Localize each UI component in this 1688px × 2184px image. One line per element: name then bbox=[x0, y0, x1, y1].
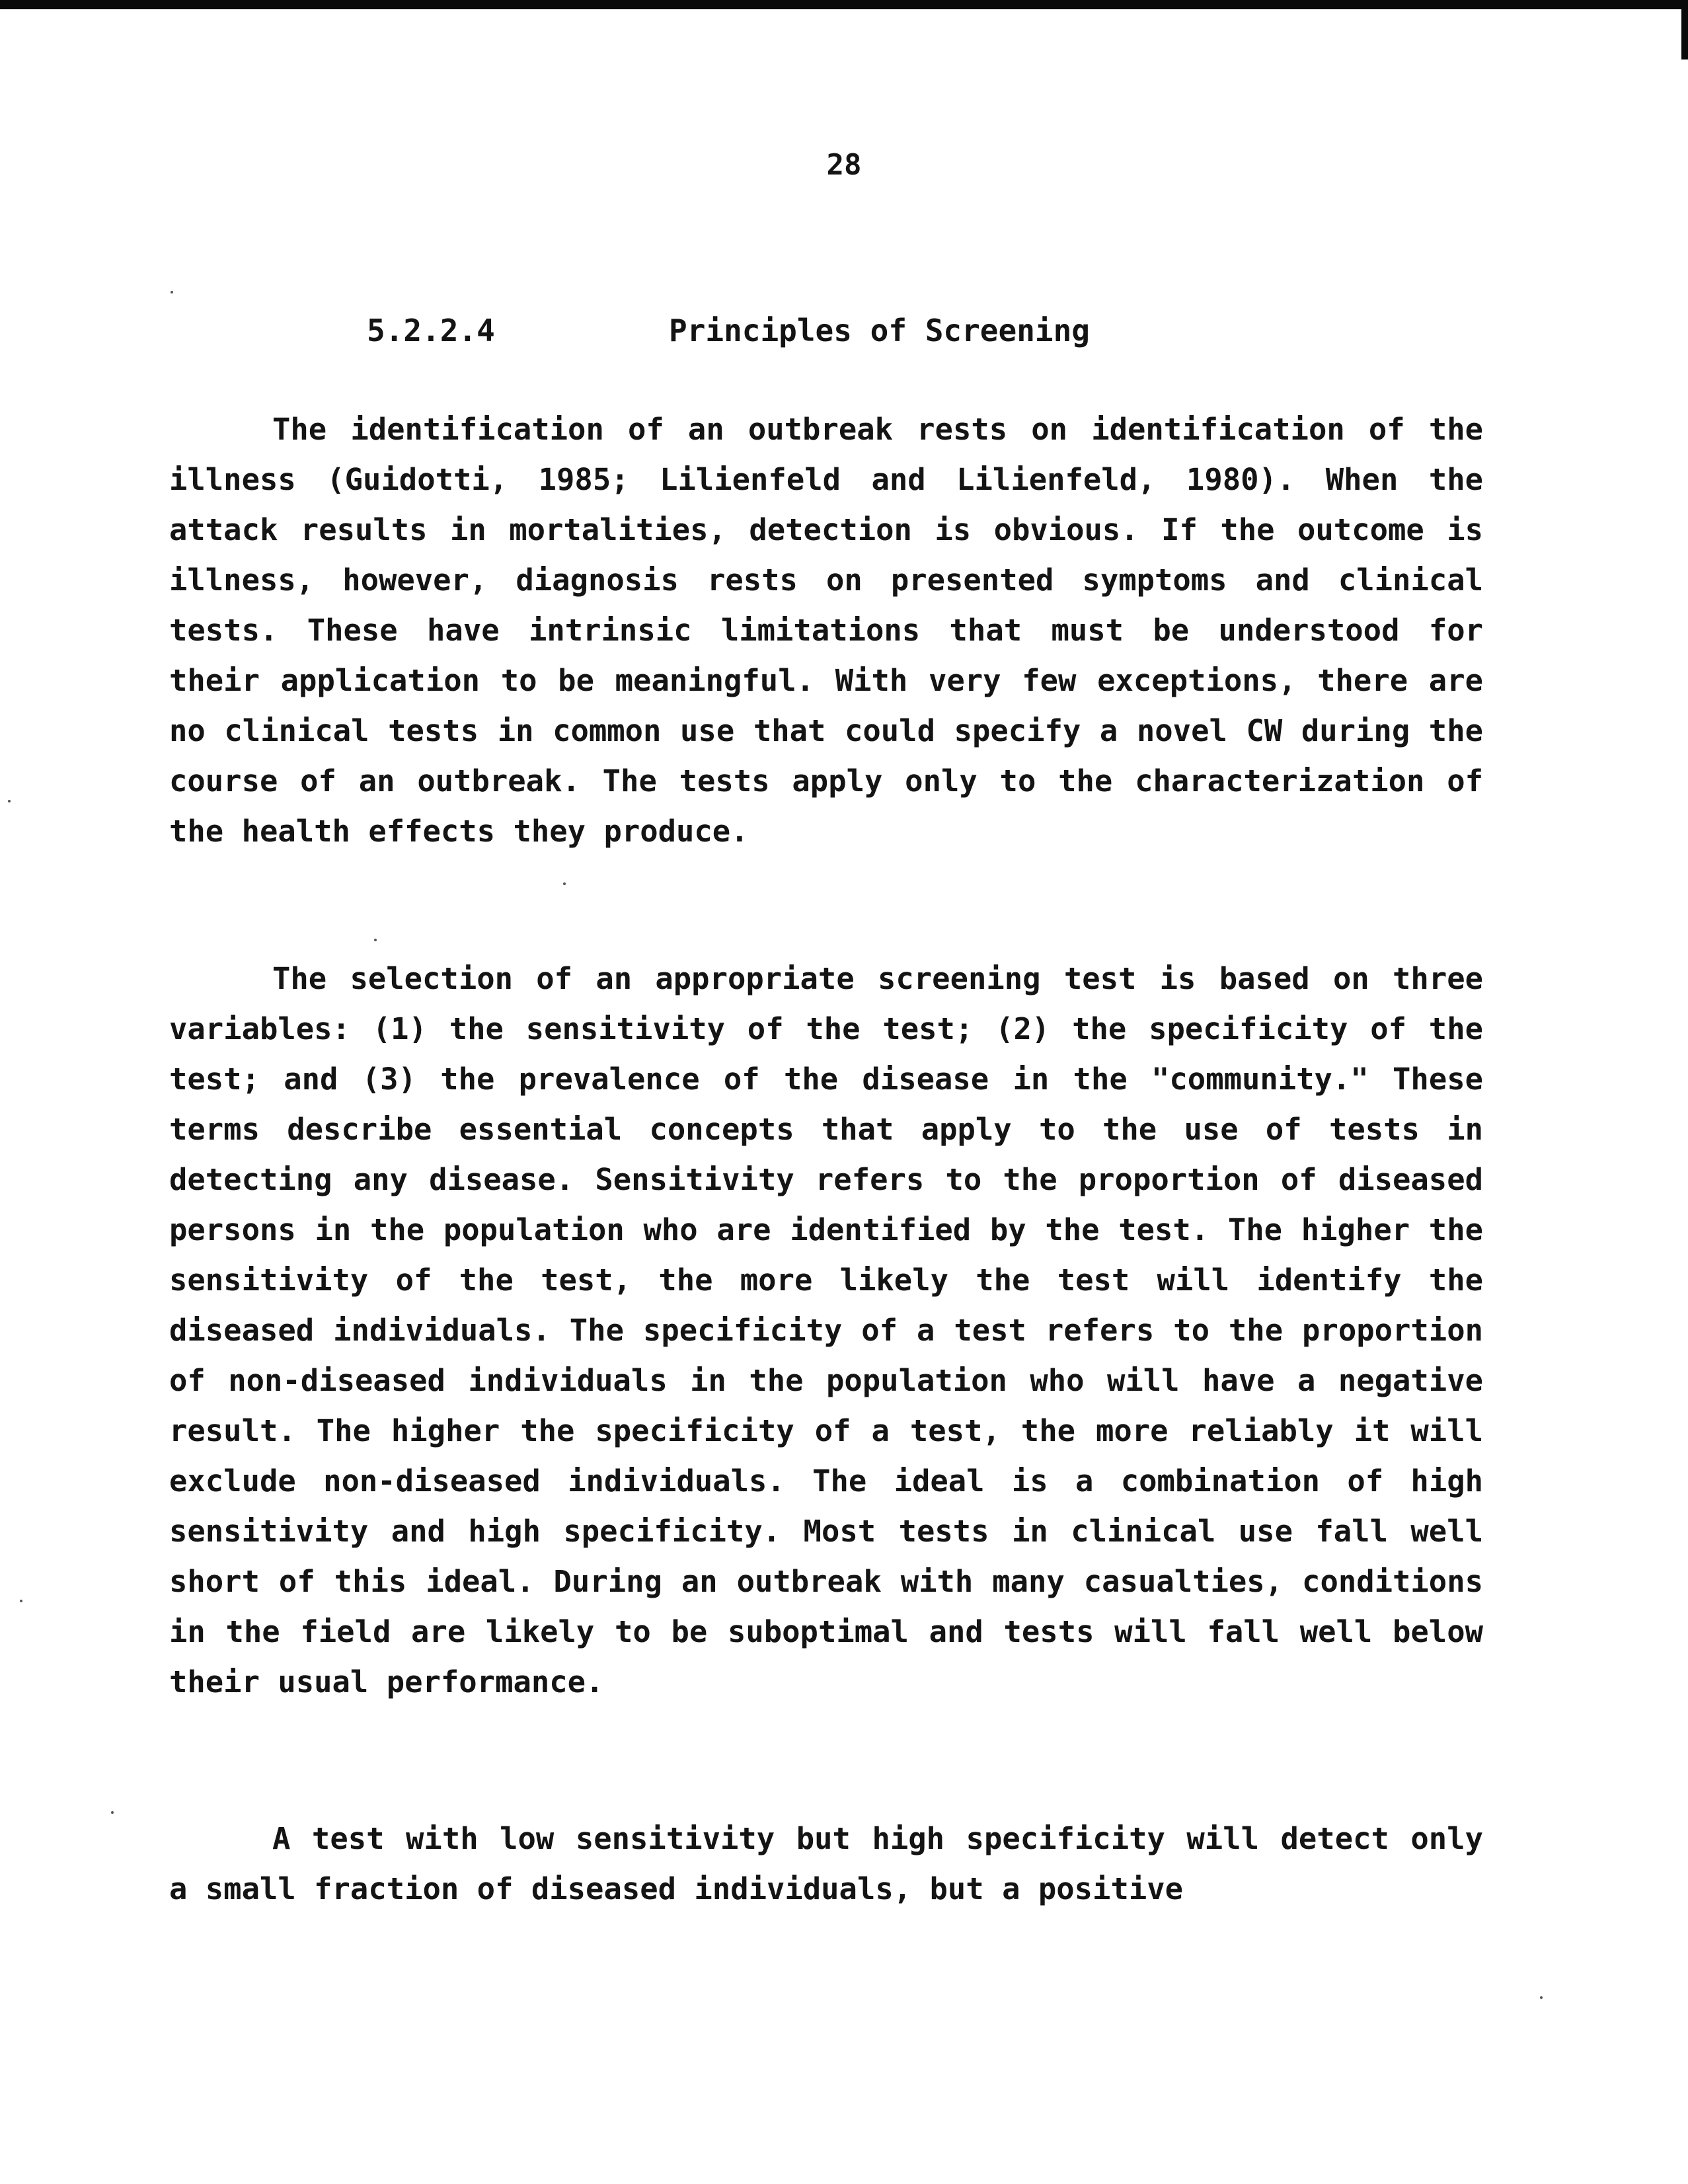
scan-speck bbox=[374, 939, 377, 941]
scan-speck bbox=[8, 800, 11, 802]
scan-speck bbox=[563, 882, 566, 885]
section-title: Principles of Screening bbox=[669, 313, 1090, 348]
body-paragraph: The selection of an appropriate screening test is based on three variables: (1) the sensitivity of the test; (2) the specificity of the test; and (3) the prevalence of the disease in the "community." These terms describe essential concepts that apply to the use of tests in detecting any disease. Sensitivity refers to the proportion of diseased persons in the population who are identified by the test. The higher the sensitivity of the test, the more likely the test will identify the diseased individuals. The specificity of a test refers to the proportion of non-diseased individuals in the population who will have a negative result. The higher the specificity of a test, the more reliably it will exclude non-diseased individuals. The ideal is a combination of high sensitivity and high specificity. Most tests in clinical use fall well short of this ideal. During an outbreak with many casualties, conditions in the field are likely to be suboptimal and tests will fall well below their usual performance. bbox=[169, 961, 1483, 1699]
body-paragraph: A test with low sensitivity but high specificity will detect only a small fraction of diseased individuals, but a positive bbox=[169, 1821, 1483, 1906]
scan-speck bbox=[20, 1600, 22, 1602]
scan-speck bbox=[111, 1811, 114, 1814]
scan-border-top bbox=[0, 0, 1688, 9]
section-number: 5.2.2.4 bbox=[367, 313, 495, 348]
scan-border-right bbox=[1681, 0, 1688, 59]
scan-speck bbox=[171, 291, 173, 293]
body-paragraph: The identification of an outbreak rests on identification of the illness (Guidotti, 1985; Lilienfeld and Lilienfeld, 1980). When the attack results in mortalities, detection is obvious. If the outcome is illness, however, diagnosis rests on presented symptoms and clinical tests. These have intrinsic limitations that must be understood for their application to be meaningful. With very few exceptions, there are no clinical tests in common use that could specify a novel CW during the course of an outbreak. The tests apply only to the characterization of the health effects they produce. bbox=[169, 412, 1483, 849]
page-number: 28 bbox=[826, 148, 862, 182]
scan-speck bbox=[1540, 1996, 1543, 1999]
